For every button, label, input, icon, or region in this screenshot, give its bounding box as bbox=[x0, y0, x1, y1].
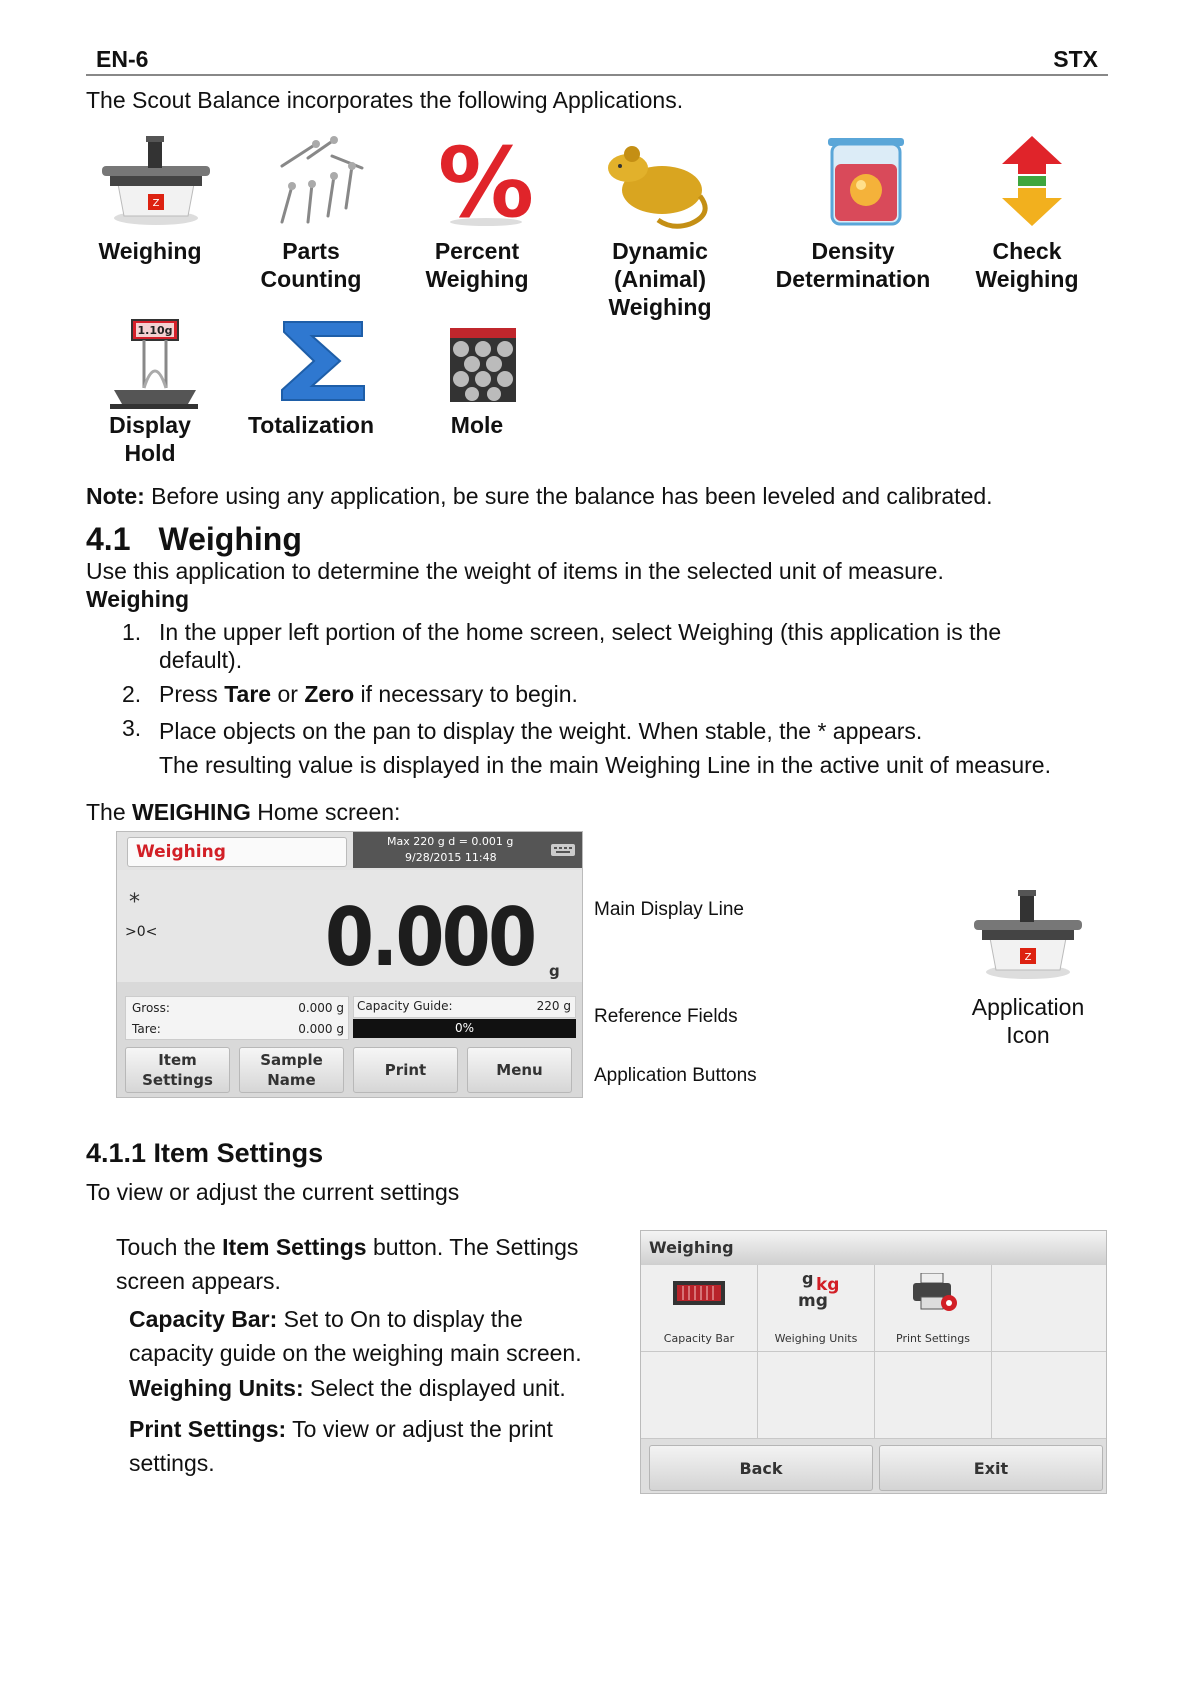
capacity-bar-icon bbox=[673, 1281, 725, 1305]
empty-tile bbox=[758, 1352, 875, 1439]
svg-text:1.10g: 1.10g bbox=[137, 324, 173, 337]
step-1-number: 1. bbox=[122, 619, 142, 645]
weighing-units-description: Weighing Units: Select the displayed unit. bbox=[129, 1375, 566, 1401]
print-button[interactable]: Print bbox=[353, 1047, 458, 1093]
application-icon bbox=[968, 890, 1088, 982]
percent-icon bbox=[438, 136, 534, 228]
step-1-text: In the upper left portion of the home screen, select Weighing (this application is the default). bbox=[159, 619, 1002, 673]
touch-instruction: Touch the Item Settings button. The Settings screen appears. bbox=[116, 1234, 579, 1294]
annotation-app-icon: Application Icon bbox=[971, 994, 1085, 1048]
back-button[interactable]: Back bbox=[649, 1445, 873, 1491]
print-settings-description: Print Settings: To view or adjust the print settings. bbox=[129, 1416, 553, 1476]
item-settings-button[interactable]: Item Settings bbox=[125, 1047, 230, 1093]
capacity-guide bbox=[353, 996, 576, 1018]
sample-name-button[interactable]: Sample Name bbox=[239, 1047, 344, 1093]
parts-counting-icon bbox=[272, 136, 368, 228]
page-number: EN-6 bbox=[96, 46, 149, 72]
settings-title: Weighing bbox=[649, 1238, 734, 1257]
weighing-units-icon: g kg mg bbox=[798, 1269, 840, 1311]
settings-title-bar bbox=[641, 1231, 1106, 1265]
exit-button[interactable]: Exit bbox=[879, 1445, 1103, 1491]
note: Note: Before using any application, be sure the balance has been leveled and calibrated. bbox=[86, 483, 993, 509]
annotation-buttons: Application Buttons bbox=[594, 1065, 757, 1086]
svg-text:Z: Z bbox=[1024, 952, 1032, 963]
printer-gear-icon bbox=[911, 1273, 959, 1313]
display-hold-icon bbox=[106, 318, 198, 410]
section-heading-4-1-1: 4.1.1 Item Settings bbox=[86, 1138, 324, 1168]
check-weighing-icon bbox=[1000, 134, 1064, 228]
app-label-parts-counting: Parts Counting bbox=[260, 238, 362, 292]
empty-tile bbox=[875, 1352, 992, 1439]
weighing-units-tile[interactable] bbox=[758, 1265, 875, 1352]
svg-text:%: % bbox=[438, 136, 534, 228]
density-beaker-icon bbox=[818, 134, 914, 228]
print-settings-tile[interactable] bbox=[875, 1265, 992, 1352]
capacity-bar bbox=[353, 1019, 576, 1038]
weighing-units-tile-label: Weighing Units bbox=[774, 1332, 858, 1345]
item-settings-description: To view or adjust the current settings bbox=[86, 1179, 460, 1205]
settings-screen bbox=[640, 1230, 1107, 1494]
model-name: STX bbox=[1053, 46, 1098, 72]
capacity-bar-tile-label: Capacity Bar bbox=[663, 1332, 735, 1345]
date-time: 9/28/2015 11:48 bbox=[405, 851, 497, 864]
step-2-text: Press Tare or Zero if necessary to begin. bbox=[159, 681, 578, 707]
sigma-icon bbox=[278, 318, 368, 404]
weight-unit: g bbox=[549, 962, 560, 980]
keyboard-icon[interactable] bbox=[551, 844, 575, 856]
app-label-density: Density Determination bbox=[775, 238, 931, 292]
app-label-animal-weighing: Dynamic (Animal) Weighing bbox=[608, 238, 712, 320]
application-selector[interactable]: Weighing bbox=[127, 837, 347, 867]
svg-text:Z: Z bbox=[152, 198, 160, 209]
capacity-bar-tile[interactable] bbox=[641, 1265, 758, 1352]
empty-tile bbox=[641, 1352, 758, 1439]
header-rule bbox=[86, 74, 1108, 76]
app-label-mole: Mole bbox=[450, 412, 504, 438]
gross-label: Gross: bbox=[132, 1001, 170, 1015]
annotation-main-display: Main Display Line bbox=[594, 899, 744, 920]
app-label-percent-weighing: Percent Weighing bbox=[425, 238, 529, 292]
gross-value: 0.000 g bbox=[298, 1001, 344, 1015]
capacity-label: Capacity Guide: bbox=[357, 999, 453, 1013]
home-screen-caption: The WEIGHING Home screen: bbox=[86, 799, 401, 825]
intro-text: The Scout Balance incorporates the following Applications. bbox=[86, 87, 684, 113]
tare-label: Tare: bbox=[132, 1022, 161, 1036]
empty-tile bbox=[992, 1352, 1106, 1439]
status-bar bbox=[353, 832, 582, 868]
menu-button[interactable]: Menu bbox=[467, 1047, 572, 1093]
weighing-scale-icon bbox=[96, 136, 216, 228]
empty-tile bbox=[992, 1265, 1106, 1352]
annotation-reference: Reference Fields bbox=[594, 1006, 738, 1027]
app-label-display-hold: Display Hold bbox=[109, 412, 191, 466]
capacity-spec: Max 220 g d = 0.001 g bbox=[387, 835, 514, 848]
stable-indicator: * bbox=[129, 890, 140, 915]
weighing-home-screen bbox=[116, 831, 583, 1098]
step-3-text: Place objects on the pan to display the weight. When stable, the * appears. The resulting value is displayed in the main Weighing Line in the active unit of measure. bbox=[159, 718, 1051, 778]
main-weight-value: 0.000 bbox=[325, 891, 535, 984]
capacity-bar-description: Capacity Bar: Set to On to display the capacity guide on the weighing main screen. bbox=[129, 1306, 582, 1366]
capacity-percent: 0% bbox=[454, 1021, 475, 1035]
mole-icon bbox=[450, 328, 516, 402]
subsection-label: Weighing bbox=[86, 586, 190, 612]
step-2-number: 2. bbox=[122, 681, 142, 707]
capacity-value: 220 g bbox=[536, 999, 571, 1013]
section-description: Use this application to determine the weight of items in the selected unit of measure. bbox=[86, 558, 944, 584]
animal-icon bbox=[606, 140, 716, 232]
print-settings-tile-label: Print Settings bbox=[896, 1332, 970, 1345]
tare-value: 0.000 g bbox=[298, 1022, 344, 1036]
app-label-check-weighing: Check Weighing bbox=[975, 238, 1079, 292]
app-label-totalization: Totalization bbox=[247, 412, 375, 438]
reference-fields bbox=[125, 996, 349, 1040]
section-heading-4-1: 4.1 Weighing bbox=[86, 521, 302, 557]
zero-indicator: >0< bbox=[125, 924, 158, 940]
step-3-number: 3. bbox=[122, 715, 142, 741]
app-label-weighing: Weighing bbox=[98, 238, 202, 264]
